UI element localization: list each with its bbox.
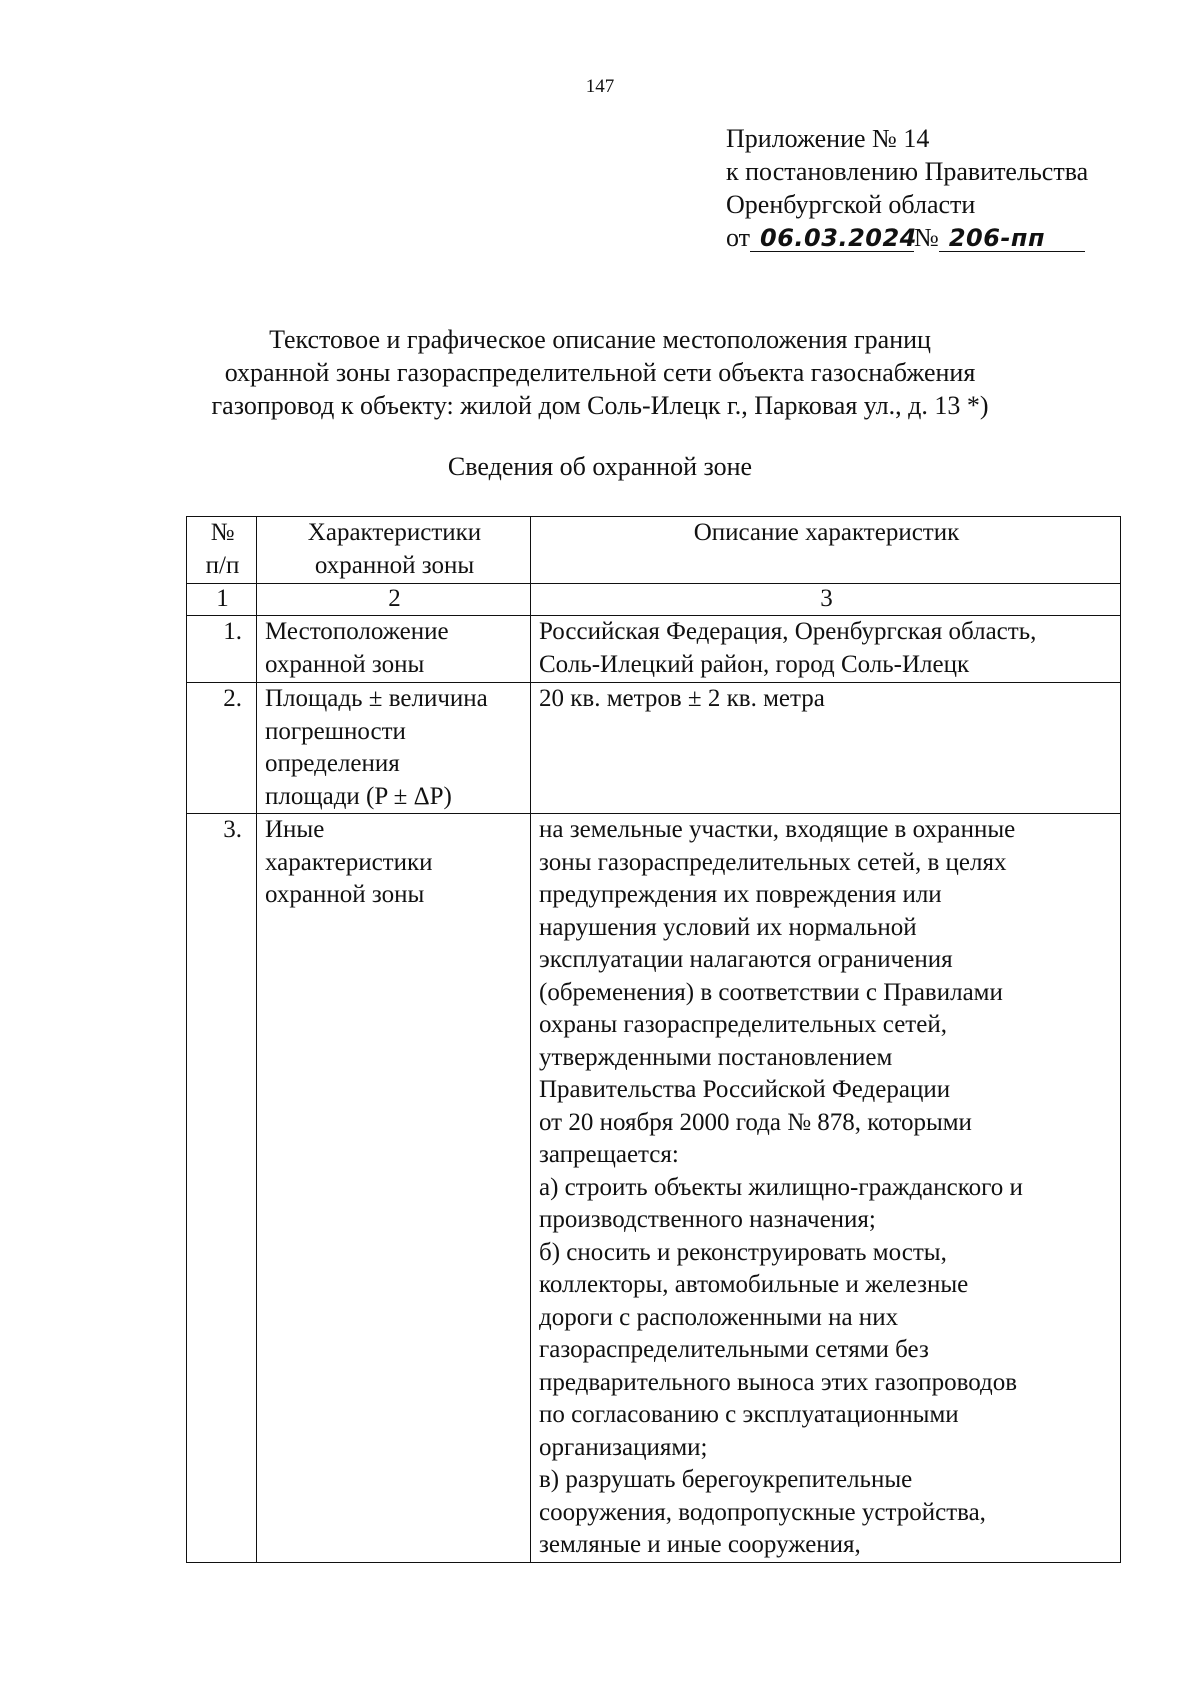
appendix-reference: к постановлению Правительства (726, 157, 1089, 186)
table-index-row (187, 584, 1121, 616)
table-row (187, 814, 1121, 1563)
section-subtitle: Сведения об охранной зоне (447, 452, 753, 481)
handwritten-number: 206-пп (939, 225, 1085, 252)
title-line-3: газопровод к объекту: жилой дом Соль-Илецк г., Парковая ул., д. 13 *) (211, 391, 989, 420)
row-characteristic: Площадь ± величина погрешности определения площади (P ± ΔP) (257, 683, 531, 814)
appendix-date-line (726, 221, 1088, 254)
document-title (0, 323, 1200, 422)
index-cell-2: 2 (257, 584, 531, 616)
table-row (187, 683, 1121, 814)
protected-zone-table (186, 516, 1121, 1563)
header-description: Описание характеристик (531, 517, 1121, 584)
date-prefix: от (726, 223, 751, 252)
index-cell-3: 3 (531, 584, 1121, 616)
row-characteristic: Иные характеристики охранной зоны (257, 814, 531, 1563)
number-prefix: № (914, 223, 939, 252)
handwritten-date: 06.03.2024 (750, 225, 914, 252)
header-number: № п/п (187, 517, 257, 584)
row-description: на земельные участки, входящие в охранные зоны газораспределительных сетей, в целях предупреждения их повреждения или нарушения условий их нормальной эксплуатации налагаются ограничения (обременения) в соответствии с Правилами охраны газораспределительных сетей, утвержденными постановлением Правительства Российской Федерации от 20 ноября 2000 года № 878, которыми запрещается: а) строить объекты жилищно-гражданского и производственного назначения; б) сносить и реконструировать мосты, коллекторы, автомобильные и железные дороги с расположенными на них газораспределительными сетями без предварительного выноса этих газопроводов по согласованию с эксплуатационными организациями; в) разрушать берегоукрепительные сооружения, водопропускные устройства, земляные и иные сооружения, (531, 814, 1121, 1563)
header-characteristic: Характеристики охранной зоны (257, 517, 531, 584)
row-description: Российская Федерация, Оренбургская область, Соль-Илецкий район, город Соль-Илецк (531, 616, 1121, 683)
table-header-row (187, 517, 1121, 584)
title-line-1: Текстовое и графическое описание местоположения границ (269, 325, 931, 354)
appendix-title: Приложение № 14 (726, 124, 930, 153)
row-number: 1. (187, 616, 257, 683)
title-line-2: охранной зоны газораспределительной сети объекта газоснабжения (224, 358, 976, 387)
row-description: 20 кв. метров ± 2 кв. метра (531, 683, 1121, 814)
row-number: 3. (187, 814, 257, 1563)
row-number: 2. (187, 683, 257, 814)
table-row (187, 616, 1121, 683)
row-characteristic: Местоположение охранной зоны (257, 616, 531, 683)
appendix-region: Оренбургской области (726, 190, 976, 219)
index-cell-1: 1 (187, 584, 257, 616)
appendix-block (726, 122, 1088, 254)
page-number: 147 (585, 76, 615, 97)
